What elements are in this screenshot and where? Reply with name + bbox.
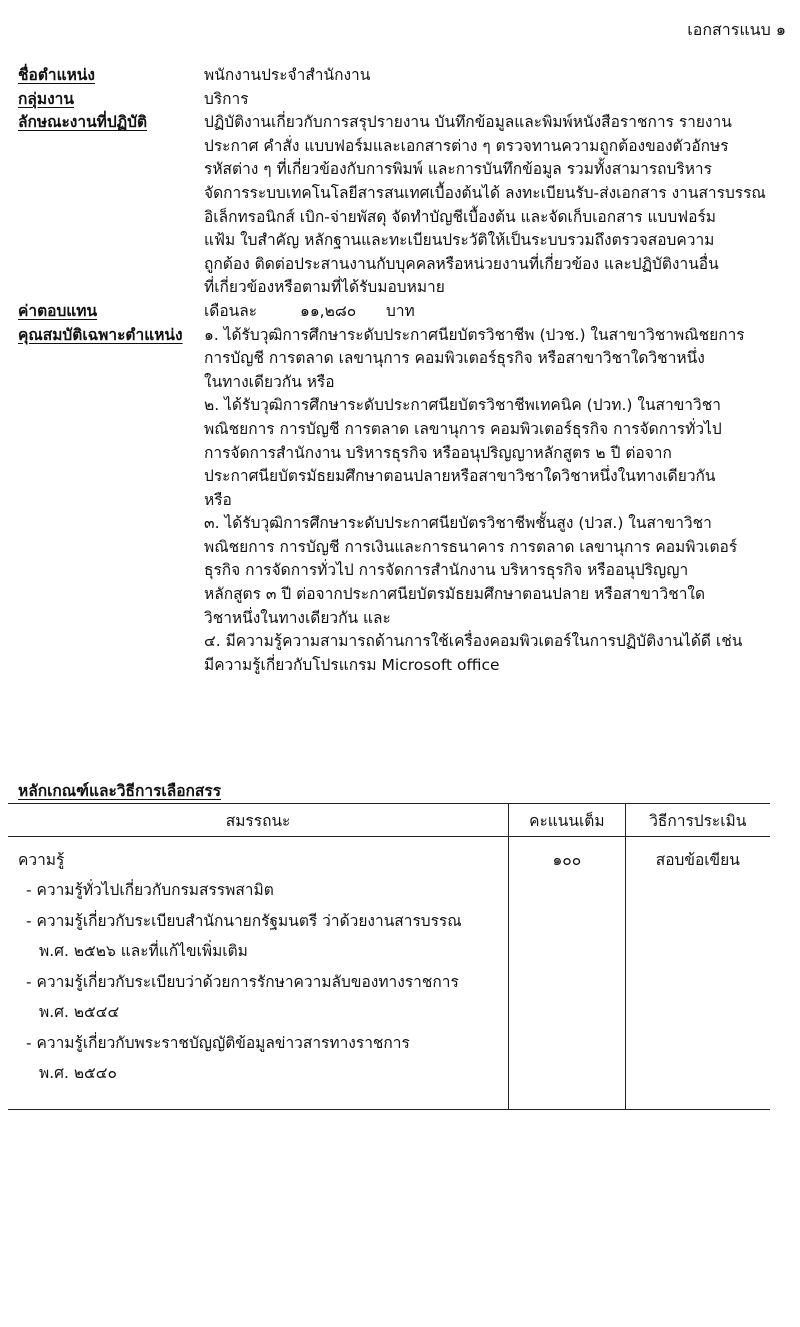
competency-items (8, 875, 508, 1089)
compensation-row (18, 300, 788, 324)
qualification-line: ประกาศนียบัตรมัธยมศึกษาตอนปลายหรือสาขาวิชาใดวิชาหนึ่งในทางเดียวกัน (204, 467, 716, 486)
competency-cell (8, 837, 509, 1110)
compensation-unit: บาท (386, 301, 415, 320)
duties-line: ถูกต้อง ติดต่อประสานงานกับบุคคลหรือหน่วยงานที่เกี่ยวข้อง และปฏิบัติงานอื่น (204, 254, 719, 273)
position-details (18, 64, 788, 677)
list-item-continuation: พ.ศ. ๒๕๒๖ และที่แก้ไขเพิ่มเติม (39, 942, 248, 960)
duties-text (204, 111, 788, 300)
qualification-line: ธุรกิจ การจัดการทั่วไป การจัดการสำนักงาน บริหารธุรกิจ หรืออนุปริญญา (204, 561, 689, 580)
work-group-row (18, 88, 788, 112)
compensation-label: ค่าตอบแทน (18, 301, 98, 320)
position-title-label: ชื่อตำแหน่ง (18, 66, 95, 84)
qualification-line: การบัญชี การตลาด เลขานุการ คอมพิวเตอร์ธุรกิจ หรือสาขาวิชาใดวิชาหนึ่ง (204, 349, 705, 368)
qualification-line: วิชาหนึ่งในทางเดียวกัน และ (204, 608, 391, 627)
qualification-line: หรือ (204, 490, 232, 509)
list-item: - ความรู้เกี่ยวกับระเบียบสำนักนายกรัฐมนตรี ว่าด้วยงานสารบรรณ (26, 911, 462, 930)
qualification-line: พณิชยการ การบัญชี การตลาด เลขานุการ คอมพิวเตอร์ธุรกิจ การจัดการทั่วไป (204, 419, 722, 438)
duties-line: รหัสต่าง ๆ ที่เกี่ยวข้องกับการพิมพ์ และการบันทึกข้อมูล รวมทั้งสามารถบริหาร (204, 160, 712, 179)
qualifications-row (18, 324, 788, 678)
list-item-continuation: พ.ศ. ๒๕๔๔ (39, 1003, 120, 1021)
qualification-line: ๒. ได้รับวุฒิการศึกษาระดับประกาศนียบัตรวิชาชีพเทคนิค (ปวท.) ในสาขาวิชา (204, 396, 721, 415)
compensation-value (204, 300, 788, 324)
evaluation-method-header: วิธีการประเมิน (625, 804, 770, 837)
list-item: - ความรู้เกี่ยวกับระเบียบว่าด้วยการรักษาความลับของทางราชการ (26, 972, 459, 991)
annex-label: เอกสารแนบ ๑ (687, 20, 786, 39)
evaluation-method-cell: สอบข้อเขียน (625, 837, 770, 1110)
competency-category: ความรู้ (18, 851, 65, 869)
qualification-line: พณิชยการ การบัญชี การเงินและการธนาคาร การตลาด เลขานุการ คอมพิวเตอร์ (204, 537, 738, 556)
duties-line: อิเล็กทรอนิกส์ เบิก-จ่ายพัสดุ จัดทำบัญชีเบื้องต้น และจัดเก็บเอกสาร แบบฟอร์ม (204, 207, 716, 226)
duties-label: ลักษณะงานที่ปฏิบัติ (18, 113, 148, 132)
list-item: - ความรู้เกี่ยวกับพระราชบัญญัติข้อมูลข่าวสารทางราชการ (26, 1033, 410, 1052)
duties-line: แฟ้ม ใบสำคัญ หลักฐานและทะเบียนประวัติให้เป็นระบบรวมถึงตรวจสอบความ (204, 231, 715, 250)
selection-criteria-title: หลักเกณฑ์และวิธีการเลือกสรร (18, 782, 222, 800)
qualifications-label: คุณสมบัติเฉพาะตำแหน่ง (18, 325, 183, 344)
qualification-line: ๓. ได้รับวุฒิการศึกษาระดับประกาศนียบัตรวิชาชีพชั้นสูง (ปวส.) ในสาขาวิชา (204, 514, 712, 533)
qualification-line: ๑. ได้รับวุฒิการศึกษาระดับประกาศนียบัตรวิชาชีพ (ปวช.) ในสาขาวิชาพณิชยการ (204, 325, 745, 344)
duties-line: จัดการระบบเทคโนโลยีสารสนเทศเบื้องต้นได้ ลงทะเบียนรับ-ส่งเอกสาร งานสารบรรณ (204, 183, 766, 202)
full-score-header: คะแนนเต็ม (509, 804, 625, 837)
assessment-table (8, 803, 770, 1110)
compensation-amount: ๑๑,๒๘๐ (300, 301, 357, 320)
position-title-row (18, 64, 788, 88)
full-score-cell: ๑๐๐ (509, 837, 625, 1110)
table-row (8, 837, 770, 1110)
list-item: - ความรู้ทั่วไปเกี่ยวกับกรมสรรพสามิต (26, 881, 274, 899)
qualification-line: ในทางเดียวกัน หรือ (204, 372, 335, 391)
work-group-value: บริการ (204, 89, 249, 108)
qualification-line: ๔. มีความรู้ความสามารถด้านการใช้เครื่องคอมพิวเตอร์ในการปฏิบัติงานได้ดี เช่น (204, 632, 743, 651)
duties-line: ที่เกี่ยวข้องหรือตามที่ได้รับมอบหมาย (204, 278, 445, 297)
list-item-continuation: พ.ศ. ๒๕๔๐ (39, 1064, 117, 1082)
duties-line: ปฏิบัติงานเกี่ยวกับการสรุปรายงาน บันทึกข้อมูลและพิมพ์หนังสือราชการ รายงาน (204, 113, 732, 132)
qualifications-text (204, 324, 788, 678)
position-title-value: พนักงานประจำสำนักงาน (204, 66, 371, 84)
duties-row (18, 111, 788, 300)
qualification-line: หลักสูตร ๓ ปี ต่อจากประกาศนียบัตรมัธยมศึกษาตอนปลาย หรือสาขาวิชาใด (204, 585, 706, 604)
compensation-prefix: เดือนละ (204, 301, 258, 320)
qualification-line: มีความรู้เกี่ยวกับโปรแกรม Microsoft office (204, 655, 500, 674)
work-group-label: กลุ่มงาน (18, 89, 74, 108)
assessment-header-row (8, 804, 770, 837)
qualification-line: การจัดการสำนักงาน บริหารธุรกิจ หรืออนุปริญญาหลักสูตร ๒ ปี ต่อจาก (204, 443, 672, 462)
duties-line: ประกาศ คำสั่ง แบบฟอร์มและเอกสารต่าง ๆ ตรวจทานความถูกต้องของตัวอักษร (204, 136, 729, 155)
competency-header: สมรรถนะ (8, 804, 509, 837)
